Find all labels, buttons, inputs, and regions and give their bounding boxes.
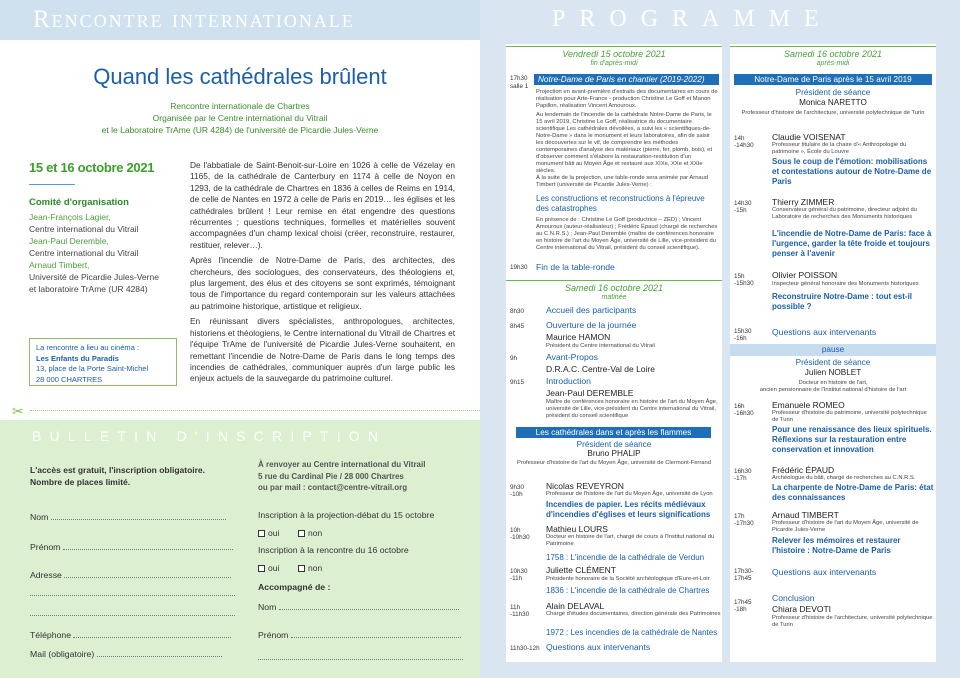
divider: [29, 184, 75, 185]
q2-non[interactable]: non: [298, 563, 322, 573]
session-bar-nd: Notre-Dame de Paris après le 15 avril 2019: [734, 74, 932, 85]
nom-field[interactable]: Nom: [30, 512, 226, 522]
q1-non[interactable]: non: [298, 528, 322, 538]
programme-header: PROGRAMME: [552, 6, 833, 32]
q1-label: Inscription à la projection-débat du 15 octobre: [258, 510, 435, 520]
q2-oui[interactable]: oui: [258, 563, 279, 573]
adresse-field[interactable]: Adresse: [30, 570, 231, 580]
checkbox-icon[interactable]: [258, 565, 265, 572]
comite: Comité d'organisation Jean-François Lagier, Centre international du Vitrail Jean-Paul Deremble, Centre international du Vitrail Arnaud Timbert, Université de Picardie Jules-Verne et laboratoire TrAme (UR 4284): [29, 197, 159, 294]
subtitle: Rencontre internationale de Chartres Organisée par le Centre international du Vitrail et le Laboratoire TrAme (UR 4284) de l'université de Picardie Jules-Verne: [101, 101, 379, 135]
extra-line[interactable]: [258, 652, 463, 662]
session-bar-flames: Les cathédrales dans et après les flammes: [516, 427, 711, 438]
round-table-title: Les constructions et reconstructions à l'épreuve des catastrophes: [536, 194, 705, 213]
day-header-sat-am: Samedi 16 octobre 2021 matinée: [506, 280, 722, 303]
prenom2-field[interactable]: Prénom: [258, 630, 461, 640]
intro-text: De l'abbatiale de Saint-Benoit-sur-Loire en 1026 à celle de Vézelay en 1165, de la cathédrale de Canterbury en 1174 à celle de Noyon en 1293, de la cathédrale de Chartres en 1836 à celles de Reims en 1914, de celle de Nantes en 1972 à celle de Paris en 2019… les églises et les cathédrales brûlent ! Leur remise en état engendre des questions récurrentes ; questions techniques, formelles et matérielles souvent accompagnées d'un champ lexical choisi (créer, reconstruire, restaurer, restituer, relever…). Après l'incendie de Notre-Dame de Paris, des architectes, des chercheurs, des sociologues, des conservateurs, des théologiens et, plus largement, des élus et des citoyens se sont exprimés, témoignant tous de l'importance du regard contemporain sur les valeurs attachées au patrimoine historique, artistique et religieux. En réunissant divers spécialistes, anthropologues, architectes, historiens et théologiens, le Centre international du Vitrail de Chartres et l'équipe TrAme de l'université de Picardie Jules-Verne souhaitent, en remettant l'incendie de Notre-Dame de Paris dans le long temps des incendies de cathédrales, communiquer auprès d'un large public les enjeux actuels de la sauvegarde du patrimoine culturel.: [190, 160, 455, 384]
mail-field[interactable]: Mail (obligatoire): [30, 649, 222, 659]
session-bar-fri: Notre-Dame de Paris en chantier (2019-2022): [534, 74, 719, 85]
checkbox-icon[interactable]: [258, 530, 265, 537]
checkbox-icon[interactable]: [298, 530, 305, 537]
scissors-icon: ✂: [12, 403, 24, 419]
checkbox-icon[interactable]: [298, 565, 305, 572]
prenom-field[interactable]: Prénom: [30, 542, 233, 552]
nom2-field[interactable]: Nom: [258, 602, 459, 612]
header-title: Rencontre internationale: [33, 6, 355, 33]
day-header-sat-pm: Samedi 16 octobre 2021 après-midi: [730, 46, 936, 69]
q1-oui[interactable]: oui: [258, 528, 279, 538]
venue-box: La rencontre a lieu au cinéma : Les Enfants du Paradis 13, place de la Porte Saint-Michel 28 000 CHARTRES: [29, 338, 177, 386]
cut-line: [30, 410, 480, 411]
left-header-band: [0, 0, 480, 40]
bulletin: BULLETIN D'INSCRIPTION L'accès est gratuit, l'inscription obligatoire. Nombre de places limité. À renvoyer au Centre international du Vitrail 5 rue du Cardinal Pie / 28 000 Chartres ou par mail : contact@centre-vitrail.org: [0, 420, 480, 678]
q2-label: Inscription à la rencontre du 16 octobre: [258, 545, 409, 555]
bulletin-title: BULLETIN D'INSCRIPTION: [32, 428, 387, 444]
accompagne-label: Accompagné de :: [258, 582, 331, 592]
page-title: Quand les cathédrales brûlent: [93, 64, 387, 89]
telephone-field[interactable]: Téléphone: [30, 630, 231, 640]
programme-column-b: Samedi 16 octobre 2021 après-midi Notre-Dame de Paris après le 15 avril 2019 Président de séance Monica NARETTO Professeur d'histoire de l'architecture, université polytechnique de Turin 14h -14h30 Claudie VOISENAT Professeur titulaire de la chaire d'« Anthropologie du patrimoine », École du Louvre Sous le coup de l'émotion: mobilisations et contestations autour de Notre-Dame de Paris 14h30 -15h Thierry ZIMMER Conservateur général du patrimoine, directeur adjoint du Laboratoire de recherches des Monuments historiques L'incendie de Notre-Dame de Paris: face à l'urgence, garder la tête froide et toujours penser à l'avenir 15h -15h30 Olivier POISSON Inspecteur général honoraire des Monuments historiques Reconstruire Notre-Dame : tout est-il possible ? 15h30 -16h Questions aux intervenants pause Président de séance Julien NOBLET Docteur en histoire de l'art, ancien pensionnaire de l'Institut national d'histoire de l'art 16h -16h30 Emanuele ROMEO Professeur d'histoire du patrimoine, université polytechnique de Turin Pour une renaissance des lieux spirituels. Réflexions sur la restauration entre conservation et innovation 16h30 -17h Frédéric ÉPAUD Archéologue du bâti, chargé de recherches au C.N.R.S. La charpente de Notre-Dame de Paris: état des connaissances 17h -17h30 Arnaud TIMBERT Professeur d'histoire de l'art du Moyen Âge, université de Picardie Jules-Verne Relever les mémoires et restaurer l'histoire : Notre-Dame de Paris 17h30- 17h45 Questions aux intervenants 17h45 -18h Conclusion Chiara DEVOTI Professeur d'histoire de l'architecture, université polytechnique de Turin: [730, 44, 936, 662]
adresse-line-3[interactable]: [30, 608, 235, 618]
programme-column-a: Vendredi 15 octobre 2021 fin d'après-midi 17h30 salle 1 Notre-Dame de Paris en chantier (2019-2022) Projection en avant-première d'extraits des documentaires en cours de réalisation pour Arte-France - production Christine Le Goff et Manon Papillon, réalisation Vincent Amouroux. Au lendemain de l'incendie de la cathédrale Notre-Dame de Paris, le 15 avril 2019, Christine Le Goff, réalisatrice du documentaire scientifique Les cathédrales dévoilées, a suivi les « scientifiques-de-Notre-Dame » dans le monument et leurs laboratoires, afin de saisir les découvertes sur le vif, de comprendre les méthodes contemporaines d'analyse des matériaux (pierre, fer, plomb, bois), et d'observer comment s'élabore la restauration-restitution d'un monument bâti au Moyen Âge et restauré aux XIXe, XXe et XXIe siècles. À la suite de la projection, une table-ronde sera animée par Arnaud Timbert (université de Picardie Jules-Verne) : Les constructions et reconstructions à l'épreuve des catastrophes En présence de : Christine Le Goff (productrice – ZED) ; Vincent Amouroux (auteur-réalisateur) ; Frédéric Épaud (chargé de recherches au C.N.R.S.) ; Jean-Paul Deremble (maître de conférences honoraire en histoire de l'art du Moyen Âge, université de Lille, vice-président du Centre international du Vitrail, président du conseil scientifique). 19h30 Fin de la table-ronde Samedi 16 octobre 2021 matinée 8h30 Accueil des participants 8h45 Ouverture de la journée Maurice HAMON Président du Centre international du Vitrail 9h Avant-Propos D.R.A.C. Centre-Val de Loire 9h15 Introduction Jean-Paul DEREMBLE Maître de conférences honoraire en histoire de l'art du Moyen Âge, université de Lille, vice-président du Centre international du Vitrail, président du conseil scientifique Les cathédrales dans et après les flammes Président de séance Bruno PHALIP Professeur d'histoire de l'art du Moyen Âge, université de Clermont-Ferrand 9h30 -10h Nicolas REVEYRON Professeur de l'histoire de l'art du Moyen Âge, université de Lyon Incendies de papier. Les récits médiévaux d'incendies d'églises et leurs significations 10h -10h30 Mathieu LOURS Docteur en histoire de l'art, chargé de cours à l'Institut national du Patrimoine 1758 : L'incendie de la cathédrale de Verdun 10h30 -11h Juliette CLÉMENT Présidente honoraire de la Société archéologique d'Eure-et-Loir 1836 : L'incendie de la cathédrale de Chartres 11h -11h30 Alain DELAVAL Chargé d'études documentaires, direction générale des Patrimoines 1972 : Les incendies de la cathédrale de Nantes 11h30-12h Questions aux intervenants: [506, 44, 722, 662]
adresse-line-2[interactable]: [30, 588, 235, 598]
day-header-fri: Vendredi 15 octobre 2021 fin d'après-midi: [506, 46, 722, 69]
event-dates: 15 et 16 octobre 2021: [29, 160, 155, 175]
pause-band: pause: [730, 344, 936, 356]
